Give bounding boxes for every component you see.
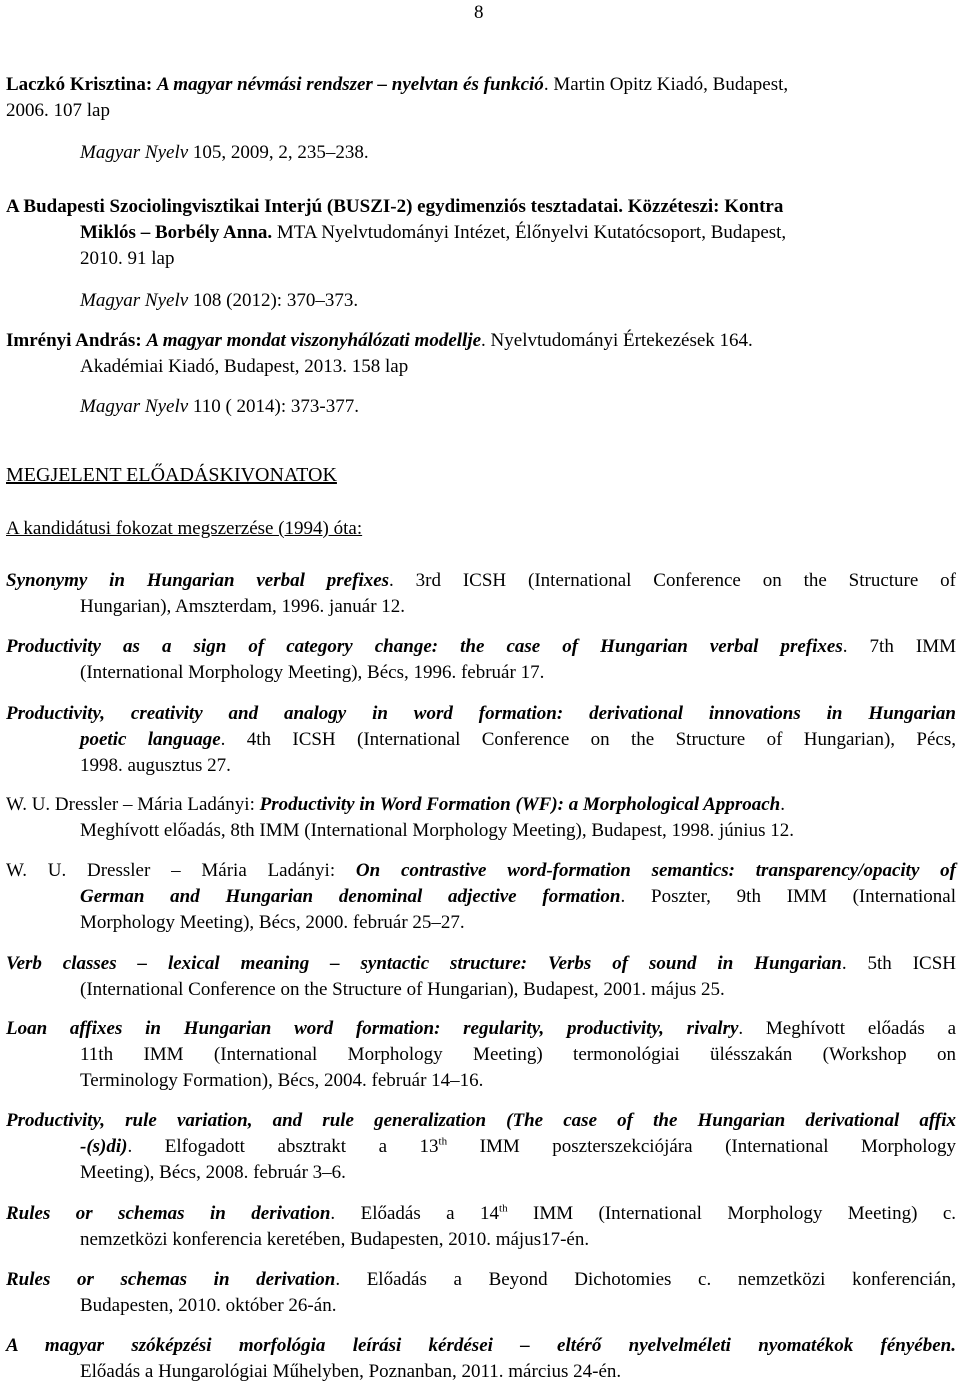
talk-details-3: Terminology Formation), Bécs, 2004. február 14–16. (80, 1070, 484, 1091)
author: Laczkó Krisztina: (6, 74, 153, 95)
title: A magyar névmási rendszer – nyelvtan és funkció (156, 74, 544, 95)
talk-details-2: Meghívott előadás, 8th IMM (International Morphology Meeting), Budapest, 1998. június 12. (80, 820, 794, 841)
talk-title: Synonymy in Hungarian verbal prefixes (6, 570, 390, 591)
journal: Magyar Nyelv (80, 290, 189, 311)
review-citation: 105, 2009, 2, 235–238. (188, 142, 369, 163)
review-citation: 110 ( 2014): 373-377. (188, 396, 359, 417)
publication-details-2: Akadémiai Kiadó, Budapest, 2013. 158 lap (80, 356, 409, 377)
talk-details: . 5th ICSH (841, 953, 956, 974)
talk-details-2: 1998. augusztus 27. (80, 755, 231, 776)
talk-title: Verb classes – lexical meaning – syntactic structure: Verbs of sound in Hungarian (6, 953, 842, 974)
talk-details-b: IMM (International Morphology Meeting) c. (507, 1203, 957, 1224)
talk-details: . 4th ICSH (International Conference on the Structure of Hungarian), Pécs, (220, 729, 956, 750)
talk-details: . 7th IMM (842, 636, 956, 657)
review-line (6, 288, 960, 314)
talk-title: Productivity as a sign of category change: the case of Hungarian verbal prefixes (6, 636, 843, 657)
talk-details: . Poszter, 9th IMM (International (620, 886, 956, 907)
talk-title-2: -(s)di) (80, 1136, 128, 1157)
talk-entry-9 (6, 1201, 956, 1253)
talk-entry-5 (6, 858, 956, 936)
publication-details-2: 2006. 107 lap (6, 100, 110, 121)
year-pages: 2010. 91 lap (80, 248, 175, 269)
talk-entry-11 (6, 1333, 956, 1385)
talk-authors: W. U. Dressler – Mária Ladányi: (6, 794, 260, 815)
talk-title: Loan affixes in Hungarian word formation: regularity, productivity, rivalry (6, 1018, 739, 1039)
talk-title: Rules or schemas in derivation (6, 1203, 331, 1224)
talk-details: . Előadás a 14 (330, 1203, 500, 1224)
talk-title: On contrastive word-formation semantics: transparency/opacity of (355, 860, 956, 881)
talk-details: . Meghívott előadás a (738, 1018, 956, 1039)
talk-details: . 3rd ICSH (International Conference on the Structure of (389, 570, 956, 591)
talk-title: Productivity, creativity and analogy in word formation: derivational innovations in Hungarian (6, 703, 956, 724)
talk-entry-4 (6, 792, 956, 844)
section-heading: MEGJELENT ELŐADÁSKIVONATOK (6, 464, 337, 486)
publication-buszi (6, 194, 956, 272)
talk-entry-1 (6, 568, 956, 620)
talk-title: Productivity in Word Formation (WF): a Morphological Approach (259, 794, 781, 815)
journal: Magyar Nyelv (80, 396, 189, 417)
talk-details: . (780, 794, 785, 815)
review-citation: 108 (2012): 370–373. (188, 290, 359, 311)
talk-title: A magyar szóképzési morfológia leírási kérdései – eltérő nyelvelméleti nyomatékok fényében. (6, 1335, 956, 1356)
talk-details-2: (International Conference on the Structure of Hungarian), Budapest, 2001. május 25. (80, 979, 725, 1000)
talk-title: Productivity, rule variation, and rule generalization (The case of the Hungarian derivational affix (6, 1110, 956, 1131)
talk-authors: W. U. Dressler – Mária Ladányi: (6, 860, 356, 881)
talk-details: . Előadás a Beyond Dichotomies c. nemzetközi konferencián, (335, 1269, 956, 1290)
section-subheading: A kandidátusi fokozat megszerzése (1994) óta: (6, 518, 363, 539)
talk-details-2: nemzetközi konferencia keretében, Budapesten, 2010. május17-én. (80, 1229, 590, 1250)
talk-entry-8 (6, 1108, 956, 1186)
talk-title-2: poetic language (80, 729, 221, 750)
talk-details-2: Meeting), Bécs, 2008. február 3–6. (80, 1162, 346, 1183)
talk-entry-3 (6, 701, 956, 779)
page-number: 8 (474, 2, 484, 23)
publication-details: . Martin Opitz Kiadó, Budapest, (543, 74, 789, 95)
review-line (6, 394, 960, 420)
talk-details-2: Előadás a Hungarológiai Műhelyben, Poznanban, 2011. március 24-én. (80, 1361, 622, 1382)
title: A magyar mondat viszonyhálózati modellje (146, 330, 482, 351)
talk-entry-2 (6, 634, 956, 686)
publisher: MTA Nyelvtudományi Intézet, Élőnyelvi Kutatócsoport, Budapest, (272, 222, 787, 243)
editors: Miklós – Borbély Anna. (80, 222, 273, 243)
journal: Magyar Nyelv (80, 142, 189, 163)
talk-details-b: IMM poszterszekciójára (International Morphology (447, 1136, 956, 1157)
ordinal-suffix: th (438, 1135, 448, 1148)
ordinal-suffix: th (499, 1202, 508, 1215)
author: Imrényi András: (6, 330, 142, 351)
talk-details-2: Budapesten, 2010. október 26-án. (80, 1295, 337, 1316)
talk-entry-10 (6, 1267, 956, 1319)
talk-title-2: German and Hungarian denominal adjective formation (80, 886, 621, 907)
talk-details: . Elfogadott absztrakt a 13 (127, 1136, 439, 1157)
talk-details-2: 11th IMM (International Morphology Meeting) termonológiai ülésszakán (Workshop on (80, 1044, 956, 1065)
talk-details-2: (International Morphology Meeting), Bécs, 1996. február 17. (80, 662, 545, 683)
publication-laczko (6, 72, 956, 124)
title: A Budapesti Szociolingvisztikai Interjú (BUSZI-2) egydimenziós tesztadatai. Közzéteszi: Kontra (6, 196, 784, 217)
talk-title: Rules or schemas in derivation (6, 1269, 336, 1290)
publication-imrenyi (6, 328, 956, 380)
talk-entry-7 (6, 1016, 956, 1094)
publication-details: . Nyelvtudományi Értekezések 164. (481, 330, 753, 351)
review-line (6, 140, 960, 166)
talk-details-2: Hungarian), Amszterdam, 1996. január 12. (80, 596, 406, 617)
talk-entry-6 (6, 951, 956, 1003)
talk-details-2: Morphology Meeting), Bécs, 2000. február 25–27. (80, 912, 465, 933)
